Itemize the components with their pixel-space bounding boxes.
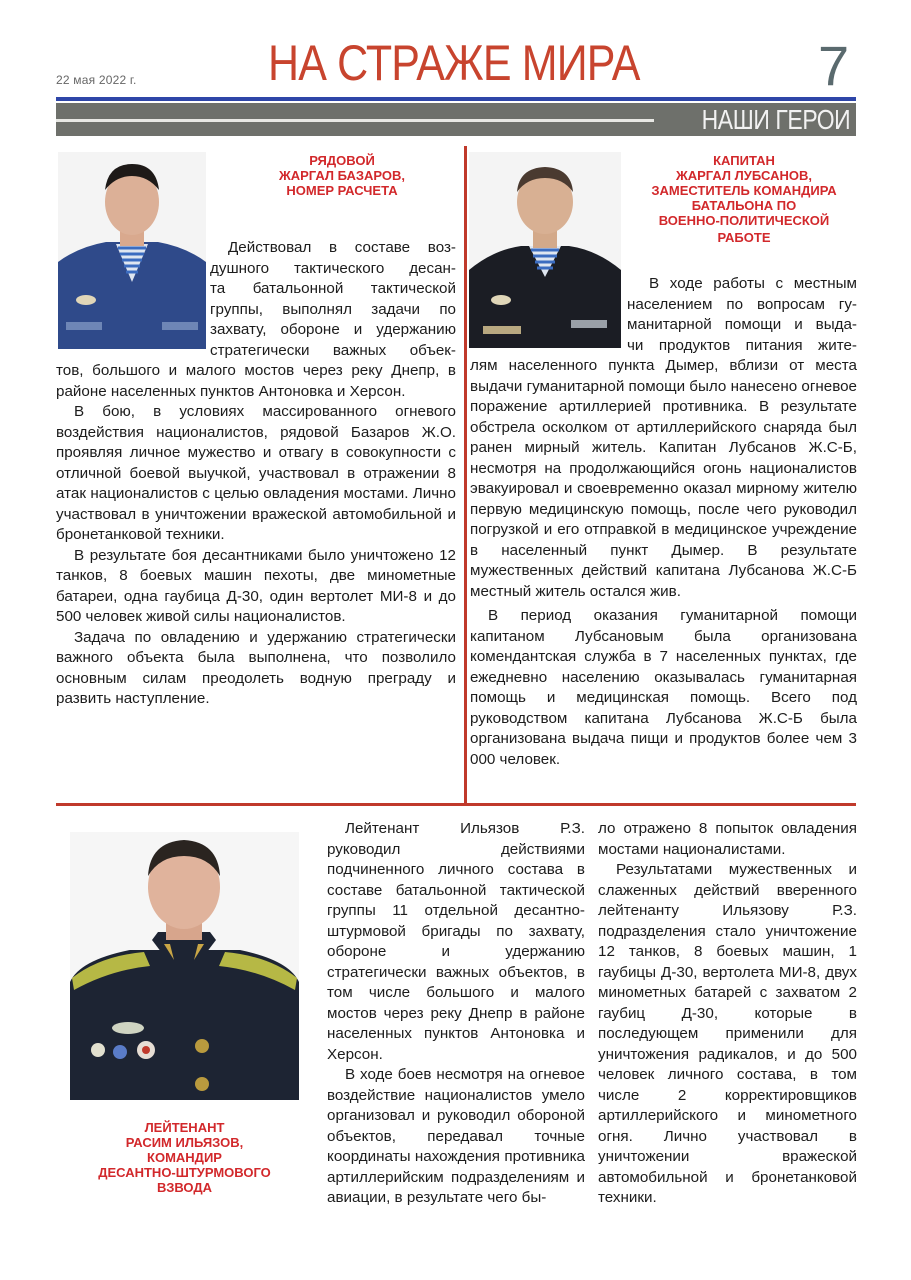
section-title: НАШИ ГЕРОИ	[701, 104, 850, 135]
page-number: 7	[818, 34, 850, 97]
intro-line: манитарной помощи и выда-	[627, 316, 857, 333]
column-divider	[464, 146, 467, 804]
intro-line: стратегически важных объек-	[210, 341, 456, 359]
paragraph: В результате боя десантниками было уничтожено 12 танков, 8 боевых машин пехоты, две минометные батареи, одна гаубица Д-30, один вертолет МИ-8 и до 500 человек живой силы националистов.	[56, 546, 456, 625]
intro-line: населением по вопросам гу-	[627, 295, 857, 313]
officer-portrait-photo	[469, 152, 621, 348]
newspaper-title: НА СТРАЖЕ МИРА	[268, 35, 640, 91]
paragraph: В бою, в условиях массированного огневого воздействия националистов, рядовой Базаров Ж.О. проявляя личное мужество и отвагу в совокупности с отличной боевой выучкой, участвовал в отражении 8 атак националистов с целью овладения мостами. Лично участвовал в уничтожении вражеской автомобильной и бронетанковой техники.	[56, 403, 456, 543]
rank-line: ЛЕЙТЕНАНТ	[144, 1120, 225, 1135]
rank-line: ДЕСАНТНО-ШТУРМОВОГО	[98, 1165, 271, 1180]
issue-date: 22 мая 2022 г.	[56, 73, 137, 87]
paragraph: Задача по овладению и удержанию стратегически важного объекта была выполнена, что позволило основным силам преодолеть водную преграду и развить наступление.	[56, 628, 456, 707]
intro-line: захвату, обороне и удержанию	[210, 321, 456, 338]
rank-line: КАПИТАН	[713, 153, 775, 168]
paragraph: В ходе боев несмотря на огневое воздействие националистов умело организовал и руководил обороной объектов, передавал точные координаты нахождения противника артиллерийским подразделениям и авиации, в результате чего бы-	[327, 1066, 585, 1206]
paragraph: тов, большого и малого мостов через реку Днепр, в районе населенных пунктов Антоновка и Херсон.	[56, 362, 456, 400]
intro-line: группы, выполнял задачи по	[210, 300, 456, 318]
article-body	[56, 361, 456, 710]
rank-line: РАСИМ ИЛЬЯЗОВ,	[125, 1135, 244, 1150]
intro-line: чи продуктов питания жите-	[627, 336, 857, 354]
paragraph: Лейтенант Ильязов Р.З. руководил действиями подчиненного личного состава в составе батальонной тактической группы 11 отдельной десантно-штурмовой бригады по захвату, обороне и удержанию стратегически важных объектов, в том числе большого и малого мостов через реку Днепр в районе населенных пунктов Антоновка и Херсон.	[327, 820, 585, 1063]
header-blue-rule	[56, 97, 856, 101]
article-column-2	[598, 819, 857, 1209]
rank-line: ЖАРГАЛ БАЗАРОВ,	[278, 168, 406, 183]
paragraph: В период оказания гуманитарной помощи капитаном Лубсановым была организована комендантская служба в 7 населенных пунктах, где ежедневно населению оказывалась гуманитарная помощь и медицинская помощь. Всего под руководством капитана Лубсанова Ж.С-Б была организована выдача пищи и продуктов более чем 3 000 человек.	[470, 607, 857, 768]
section-band-line	[56, 119, 654, 122]
paragraph: ло отражено 8 попыток овладения мостами националистами.	[598, 820, 857, 858]
paragraph: Результатами мужественных и слаженных действий вверенного лейтенанту Ильязову Р.З. подразделения стало уничтожение 12 танков, 8 боевых машин, 1 гаубицы Д-30, вертолета МИ-8, двух минометных батарей с захватом 2 гаубиц Д-30, которые в последующем применили для уничтожения радикалов, и до 500 человек личного состава, в том числе 2 корректировщиков артиллерийского и минометного огня. Лично участвовал в уничтожении вражеской автомобильной и бронетанковой техники.	[598, 861, 857, 1206]
rank-line: БАТАЛЬОНА ПО	[691, 198, 797, 213]
rank-line: ВЗВОДА	[156, 1180, 212, 1195]
rank-caption	[70, 1120, 299, 1195]
paragraph: лям населенного пункта Дымер, вблизи от места выдачи гуманитарной помощи было нанесено огневое поражение артиллерией противника. В результате обстрела осколком от артиллерийского снаряда был ранен мирный житель. Капитан Лубсанов Ж.С-Б, несмотря на продолжающийся огонь националистов эвакуировал и своевременно оказал мирному жителю первую медицинскую помощь, после чего руководил погрузкой и его отправкой в медицинское учреждение в населенный пункт Дымер. В результате мужественных действий капитана Лубсанова Ж.С-Б местный житель остался жив.	[470, 357, 857, 600]
rank-line: КОМАНДИР	[147, 1150, 222, 1165]
intro-line: душного тактического десан-	[210, 259, 456, 277]
intro-line: та батальонной тактической	[210, 280, 456, 297]
section-divider	[56, 803, 856, 806]
article-column-1	[327, 819, 585, 1209]
intro-line: Действовал в составе воз-	[228, 239, 456, 256]
rank-caption	[632, 153, 856, 245]
rank-line: РЯДОВОЙ	[309, 153, 375, 168]
rank-line: ВОЕННО-ПОЛИТИЧЕСКОЙ	[658, 213, 830, 228]
rank-line: ЖАРГАЛ ЛУБСАНОВ,	[676, 168, 812, 183]
article-intro	[627, 274, 857, 356]
article-intro	[210, 238, 456, 361]
rank-line: РАБОТЕ	[717, 230, 771, 245]
rank-line: НОМЕР РАСЧЕТА	[286, 183, 398, 198]
intro-line: В ходе работы с местным	[649, 275, 857, 292]
lieutenant-portrait-photo	[70, 832, 299, 1100]
soldier-portrait-photo	[58, 152, 206, 349]
rank-line: ЗАМЕСТИТЕЛЬ КОМАНДИРА	[651, 183, 837, 198]
article-body	[470, 356, 857, 770]
section-band	[56, 103, 856, 136]
rank-caption	[252, 153, 432, 198]
